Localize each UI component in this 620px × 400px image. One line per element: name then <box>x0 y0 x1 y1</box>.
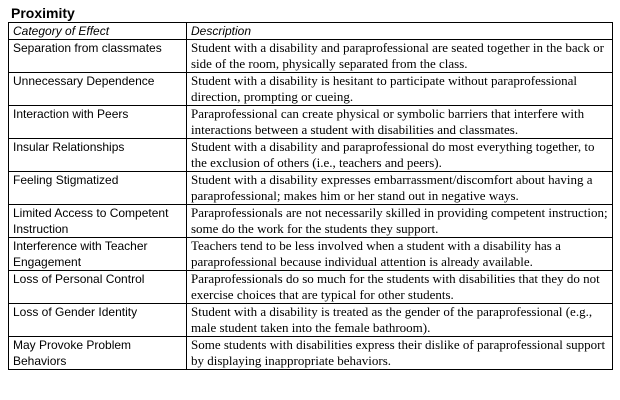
description-cell: Student with a disability and paraprofessional do most everything together, to the exclusion of others (i.e., teachers and peers). <box>187 139 613 172</box>
description-cell: Paraprofessionals do so much for the students with disabilities that they do not exercise choices that are typical for other students. <box>187 271 613 304</box>
description-cell: Paraprofessional can create physical or symbolic barriers that interfere with interactions between a student with disabilities and classmates. <box>187 106 613 139</box>
table-title: Proximity <box>11 5 75 21</box>
table-row <box>9 40 613 73</box>
category-cell: Interference with Teacher Engagement <box>9 238 187 271</box>
category-cell: Loss of Personal Control <box>9 271 187 304</box>
description-cell: Paraprofessionals are not necessarily skilled in providing competent instruction; some do the work for the students they support. <box>187 205 613 238</box>
table-row <box>9 271 613 304</box>
category-cell: Interaction with Peers <box>9 106 187 139</box>
table-row <box>9 238 613 271</box>
document <box>8 0 612 370</box>
description-cell: Student with a disability and paraprofessional are seated together in the back or side of the room, physically separated from the class. <box>187 40 613 73</box>
category-cell: Separation from classmates <box>9 40 187 73</box>
description-cell: Some students with disabilities express their dislike of paraprofessional support by displaying inappropriate behaviors. <box>187 337 613 370</box>
category-cell: Unnecessary Dependence <box>9 73 187 106</box>
category-cell: Loss of Gender Identity <box>9 304 187 337</box>
table-row <box>9 205 613 238</box>
category-cell: May Provoke Problem Behaviors <box>9 337 187 370</box>
column-header-description: Description <box>187 23 613 40</box>
effects-table <box>8 22 613 370</box>
description-cell: Student with a disability is hesitant to participate without paraprofessional direction, prompting or cueing. <box>187 73 613 106</box>
table-row <box>9 106 613 139</box>
description-cell: Student with a disability expresses embarrassment/discomfort about having a paraprofessional; makes him or her stand out in negative ways. <box>187 172 613 205</box>
category-cell: Feeling Stigmatized <box>9 172 187 205</box>
table-row <box>9 73 613 106</box>
table-row <box>9 172 613 205</box>
description-cell: Student with a disability is treated as the gender of the paraprofessional (e.g., male student taken into the female bathroom). <box>187 304 613 337</box>
category-cell: Limited Access to Competent Instruction <box>9 205 187 238</box>
table-row <box>9 139 613 172</box>
table-row <box>9 337 613 370</box>
category-cell: Insular Relationships <box>9 139 187 172</box>
table-row <box>9 304 613 337</box>
column-header-category: Category of Effect <box>9 23 187 40</box>
header-row <box>9 23 613 40</box>
description-cell: Teachers tend to be less involved when a student with a disability has a paraprofessional because individual attention is already available. <box>187 238 613 271</box>
